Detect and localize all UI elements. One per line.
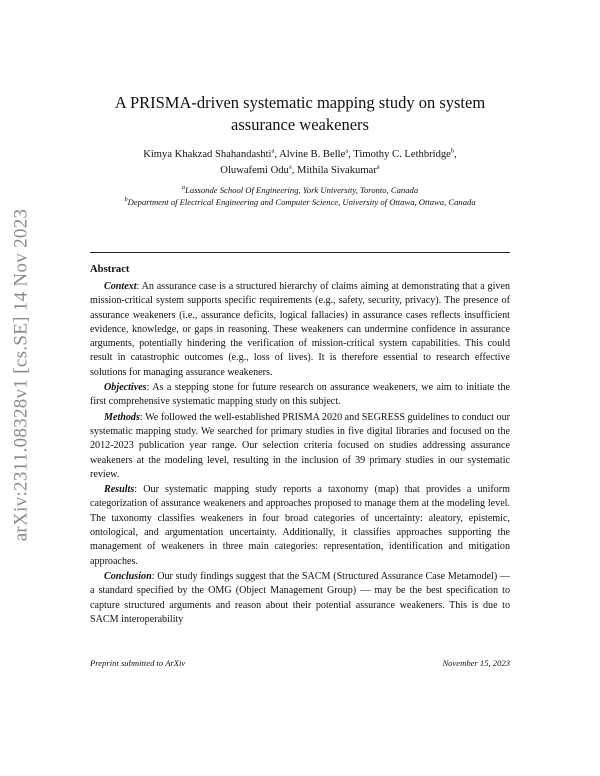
abstract-conclusion: Conclusion: Our study findings suggest that the SACM (Structured Assurance Case Metamodel) —a standard specified by the OMG (Object Management Group) — may be the best specification to capture structured arguments and reason about their potential assurance weakeners. This is due to SACM interoperability	[90, 570, 510, 625]
abstract-top-rule	[90, 252, 510, 253]
abstract-heading: Abstract	[90, 264, 130, 275]
abstract-label: Conclusion	[104, 570, 152, 582]
author-affil-mark: b	[450, 147, 455, 155]
affil-mark: a	[181, 184, 186, 192]
abstract-objectives: Objectives: As a stepping stone for future research on assurance weakeners, we aim to initiate the first comprehensive systematic mapping study on this subject.	[90, 382, 510, 408]
footer-preprint-note: Preprint submitted to ArXiv	[90, 658, 186, 668]
abstract-label: Methods	[104, 411, 140, 423]
author-affil-mark: a	[288, 163, 292, 171]
abstract-body	[90, 280, 510, 628]
abstract-results: Results: Our systematic mapping study reports a taxonomy (map) that provides a uniform categorization of assurance weakeners and approaches proposed to manage them at the modeling level. The taxonomy classifies weakeners in four broad categories of uncertainty: aleatory, epistemic, ontological, and argumentation uncertainty. Additionally, it classifies approaches supporting the management of weakeners in three main categories: representation, identification and mitigation approaches.	[90, 484, 510, 567]
author-list	[90, 147, 510, 179]
abstract-label: Results	[104, 484, 135, 496]
author-affil-mark: a	[376, 163, 380, 171]
author-name: Alvine B. Belle	[279, 149, 346, 160]
title-line-2: assurance weakeners	[231, 115, 369, 134]
title-line-1: A PRISMA-driven systematic mapping study on system	[114, 93, 486, 112]
abstract-label: Context	[104, 281, 137, 292]
author-affil-mark: a	[345, 147, 349, 155]
affiliation-b: $^b$Department of Electrical Engineering and Computer Science, University of Ottawa, Ottawa, Canada	[124, 196, 476, 207]
author-affil-mark: a	[271, 147, 275, 155]
affil-mark: b	[124, 196, 128, 204]
author-name: Mithila Sivakumar	[297, 165, 377, 176]
abstract-label: Objectives	[104, 382, 147, 394]
authors-line-1: Kimya Khakzad Shahandashti$^a$, Alvine B. Belle$^a$, Timothy C. Lethbridge$^b$,	[143, 147, 457, 160]
abstract-context: Context: An assurance case is a structured hierarchy of claims aiming at demonstrating that a given mission-critical system supports specific requirements (e.g., safety, security, privacy). The presence of assurance weakeners (i.e., assurance deficits, logical fallacies) in assurance cases reflects insufficient evidence, knowledge, or gaps in reasoning. These weakeners can undermine confidence in assurance arguments, potentially hindering the verification of mission-critical system capabilities. This could result in catastrophic outcomes (e.g., loss of lives). It is therefore essential to research effective solutions for managing assurance weakeners.	[90, 281, 510, 378]
arxiv-identifier-text: arXiv:2311.08328v1 [cs.SE] 14 Nov 2023	[10, 208, 32, 542]
author-name: Kimya Khakzad Shahandashti	[143, 149, 272, 160]
abstract-methods: Methods: We followed the well-established PRISMA 2020 and SEGRESS guidelines to conduct our systematic mapping study. We searched for primary studies in five digital libraries and focused on the 2012-2023 publication year range. Our selection criteria focused on studies addressing assurance weakeners at the modeling level, resulting in the inclusion of 39 primary studies in our systematic review.	[90, 411, 510, 480]
affiliations	[120, 184, 480, 208]
arxiv-identifier-stamp	[6, 205, 36, 545]
author-name: Oluwafemi Odu	[220, 165, 289, 176]
affiliation-a: $^a$Lassonde School Of Engineering, York University, Toronto, Canada	[181, 184, 419, 195]
footer-date: November 15, 2023	[442, 658, 510, 668]
author-name: Timothy C. Lethbridge	[353, 149, 451, 160]
authors-line-2: Oluwafemi Odu$^a$, Mithila Sivakumar$^a$	[220, 163, 380, 176]
paper-title	[90, 92, 510, 136]
